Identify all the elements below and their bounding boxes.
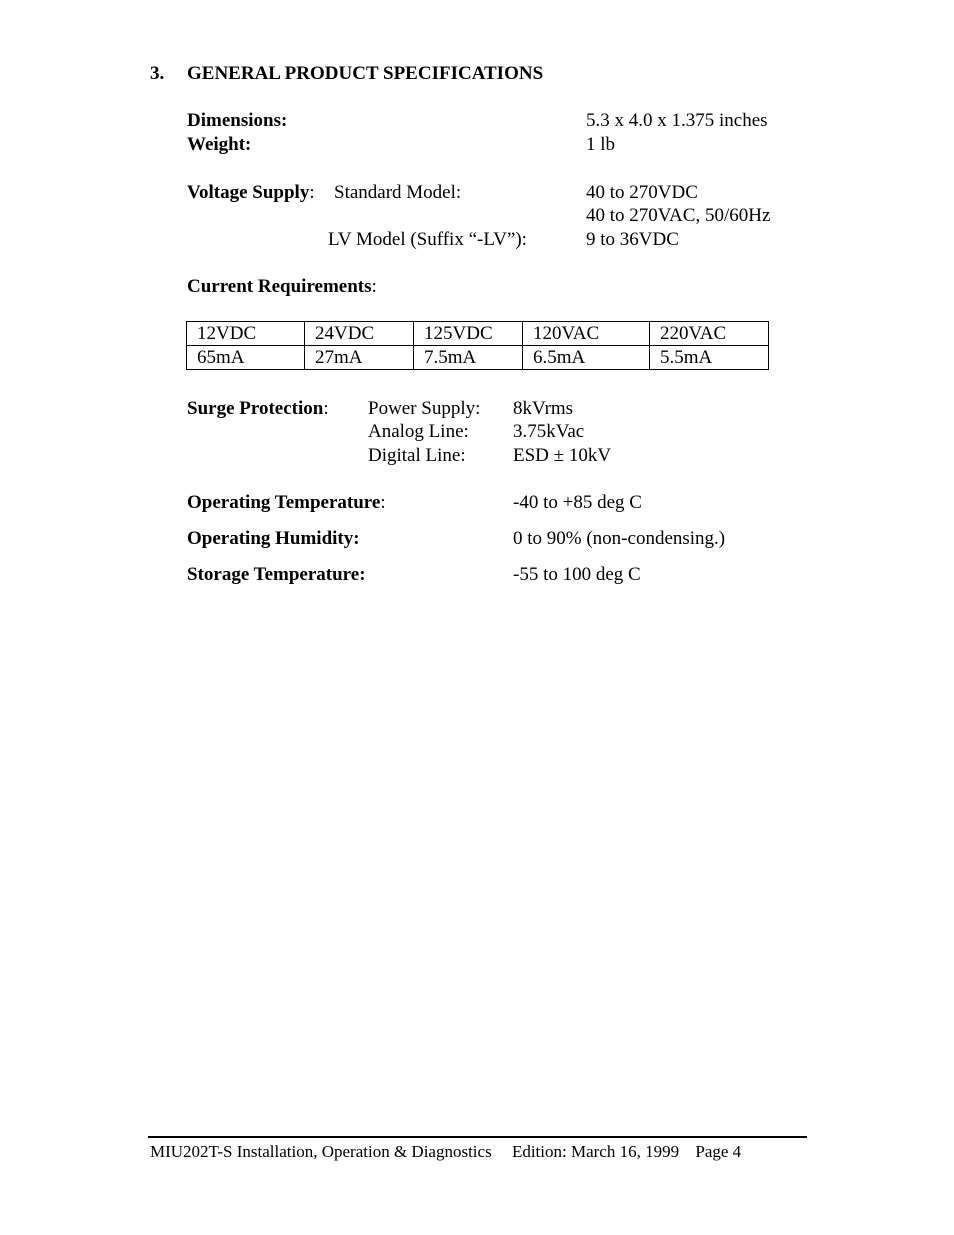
weight-label: Weight: [187, 134, 252, 155]
footer-divider [148, 1136, 807, 1138]
surge-row-name: Analog Line: [368, 421, 469, 442]
operating-temperature-value: -40 to +85 deg C [513, 492, 642, 513]
operating-temperature-label: Operating Temperature [187, 492, 381, 513]
voltage-supply-label: Voltage Supply [187, 182, 310, 203]
table-cell: 6.5mA [523, 346, 650, 370]
table-cell: 5.5mA [650, 346, 769, 370]
standard-model-value-ac: 40 to 270VAC, 50/60Hz [586, 205, 771, 226]
dimensions-value: 5.3 x 4.0 x 1.375 inches [586, 110, 768, 131]
surge-row-value: 8kVrms [513, 398, 574, 419]
footer-doc-title: MIU202T-S Installation, Operation & Diagnostics [150, 1142, 492, 1161]
dimensions-label: Dimensions: [187, 110, 288, 131]
lv-model-label: LV Model (Suffix “-LV”): [328, 229, 527, 250]
table-cell: 12VDC [187, 322, 305, 346]
footer-edition: Edition: March 16, 1999 [511, 1142, 680, 1161]
page-footer [150, 1143, 741, 1160]
section-number: 3. [150, 63, 165, 84]
table-cell: 220VAC [650, 322, 769, 346]
storage-temperature-value: -55 to 100 deg C [513, 564, 641, 585]
surge-protection-label: Surge Protection [187, 398, 324, 419]
operating-humidity-label: Operating Humidity: [187, 528, 360, 549]
operating-temperature-label-group [187, 493, 386, 512]
table-cell: 7.5mA [414, 346, 523, 370]
weight-value: 1 lb [586, 134, 616, 155]
surge-row-name: Digital Line: [368, 445, 466, 466]
lv-model-value: 9 to 36VDC [586, 229, 679, 250]
table-header-row [187, 322, 769, 346]
storage-temperature-label: Storage Temperature: [187, 564, 366, 585]
current-requirements-label-group [187, 277, 377, 296]
surge-row-value: ESD ± 10kV [513, 445, 612, 466]
operating-humidity-value: 0 to 90% (non-condensing.) [513, 528, 726, 549]
standard-model-value-dc: 40 to 270VDC [586, 182, 698, 203]
current-requirements-table [186, 321, 769, 370]
table-cell: 120VAC [523, 322, 650, 346]
table-cell: 27mA [305, 346, 414, 370]
voltage-supply-label-group [187, 183, 315, 202]
operating-temperature-colon: : [380, 492, 386, 513]
current-requirements-label: Current Requirements [187, 276, 372, 297]
table-cell: 65mA [187, 346, 305, 370]
surge-protection-colon: : [323, 398, 329, 419]
table-cell: 24VDC [305, 322, 414, 346]
table-row [187, 346, 769, 370]
table-cell: 125VDC [414, 322, 523, 346]
standard-model-label: Standard Model: [334, 182, 462, 203]
section-title: GENERAL PRODUCT SPECIFICATIONS [187, 63, 544, 84]
current-requirements-colon: : [371, 276, 377, 297]
surge-row-name: Power Supply: [368, 398, 481, 419]
surge-row-value: 3.75kVac [513, 421, 585, 442]
footer-page-number: Page 4 [695, 1142, 742, 1161]
surge-protection-label-group [187, 399, 329, 418]
voltage-supply-colon: : [309, 182, 315, 203]
